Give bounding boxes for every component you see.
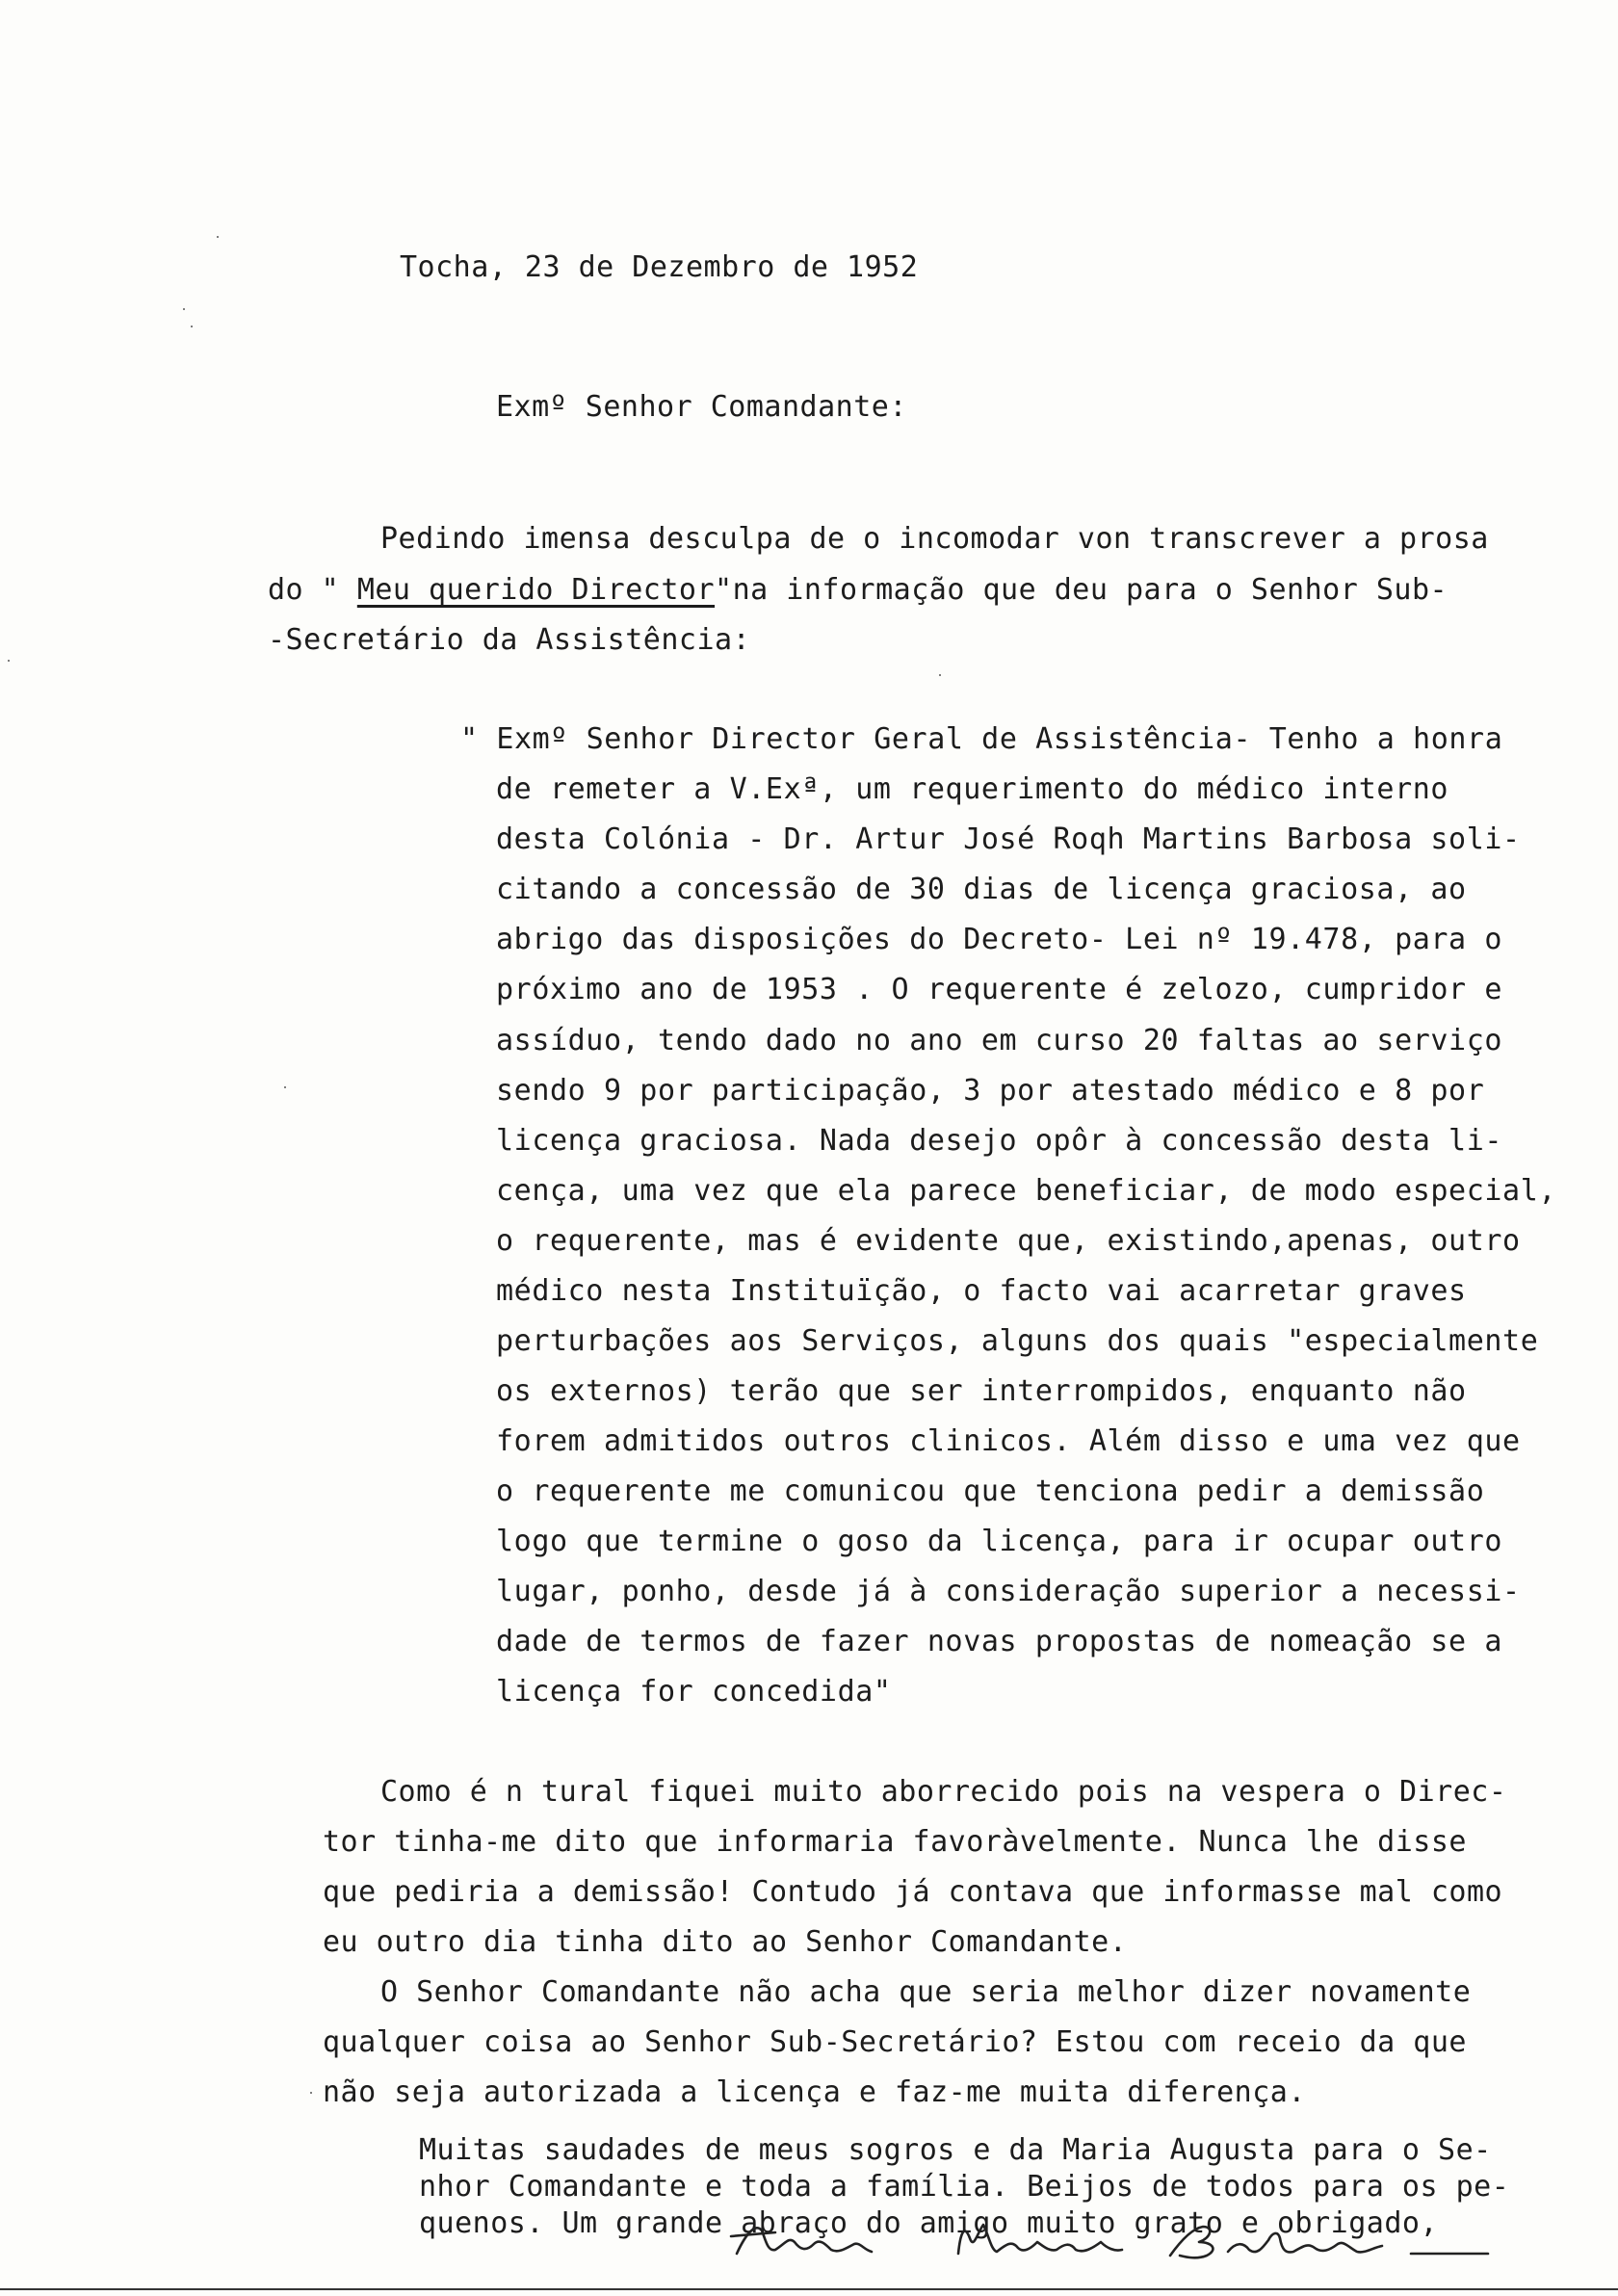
body-line: O Senhor Comandante não acha que seria melhor dizer novamente (380, 1975, 1472, 2009)
scan-speck (217, 236, 219, 238)
closing-line: Muitas saudades de meus sogros e da Maria Augusta para o Se- (419, 2133, 1492, 2167)
body-line: qualquer coisa ao Senhor Sub-Secretário? Estou com receio da que (323, 2025, 1467, 2059)
quote-line: o requerente me comunicou que tenciona pedir a demissão (496, 1474, 1485, 1508)
scan-speck (183, 308, 185, 310)
quote-line: sendo 9 por participação, 3 por atestado médico e 8 por (496, 1074, 1485, 1108)
intro-text: do " (268, 573, 357, 607)
body-line: que pediria a demissão! Contudo já contava que informasse mal como (323, 1875, 1503, 1909)
quote-line: próximo ano de 1953 . O requerente é zelozo, cumpridor e (496, 973, 1503, 1006)
quote-line: assíduo, tendo dado no ano em curso 20 faltas ao serviço (496, 1024, 1503, 1057)
quote-line: forem admitidos outros clinicos. Além disso e uma vez que (496, 1424, 1521, 1458)
body-line: eu outro dia tinha dito ao Senhor Comandante. (323, 1925, 1128, 1959)
quote-line: de remeter a V.Exª, um requerimento do médico interno (496, 772, 1449, 806)
scan-speck (8, 660, 10, 662)
body-line: não seja autorizada a licença e faz-me muita diferença. (323, 2075, 1306, 2109)
date-line: Tocha, 23 de Dezembro de 1952 (400, 250, 919, 284)
closing-line: quenos. Um grande abraço do amigo muito grato e obrigado, (419, 2206, 1439, 2240)
underlined-title: Meu querido Director (356, 573, 716, 607)
quote-line: desta Colónia - Dr. Artur José Roqh Martins Barbosa soli- (496, 822, 1521, 856)
body-line: tor tinha-me dito que informaria favoràvelmente. Nunca lhe disse (323, 1825, 1467, 1859)
quote-line: " Exmº Senhor Director Geral de Assistência- Tenho a honra (460, 722, 1503, 756)
intro-line: Pedindo imensa desculpa de o incomodar von transcrever a prosa (380, 522, 1489, 556)
handwritten-signature (718, 2194, 1546, 2271)
quote-line: dade de termos de fazer novas propostas de nomeação se a (496, 1625, 1503, 1658)
quote-line: citando a concessão de 30 dias de licença graciosa, ao (496, 873, 1467, 906)
scan-speck (191, 326, 193, 327)
quote-line: abrigo das disposições do Decreto- Lei nº 19.478, para o (496, 923, 1503, 956)
body-line: Como é n tural fiquei muito aborrecido pois na vespera o Direc- (380, 1775, 1507, 1809)
intro-text: "na informação que deu para o Senhor Sub- (715, 573, 1448, 607)
quote-line: perturbações aos Serviços, alguns dos quais "especialmente (496, 1324, 1539, 1358)
closing-line: nhor Comandante e toda a família. Beijos de todos para os pe- (419, 2170, 1510, 2204)
quote-line: licença graciosa. Nada desejo opôr à concessão desta li- (496, 1124, 1503, 1158)
salutation: Exmº Senhor Comandante: (496, 390, 907, 424)
quote-line: logo que termine o goso da licença, para ir ocupar outro (496, 1525, 1503, 1558)
page-edge-line (0, 2288, 1618, 2290)
scan-speck (939, 674, 941, 676)
intro-line (268, 573, 1448, 607)
quote-line: o requerente, mas é evidente que, existindo,apenas, outro (496, 1224, 1521, 1258)
quote-line: os externos) terão que ser interrompidos, enquanto não (496, 1374, 1467, 1408)
quote-line: médico nesta Instituïção, o facto vai acarretar graves (496, 1274, 1467, 1308)
quote-line: licença for concedida" (496, 1675, 892, 1709)
scan-speck (310, 2092, 312, 2094)
quote-line: lugar, ponho, desde já à consideração superior a necessi- (496, 1575, 1521, 1608)
intro-line: -Secretário da Assistência: (268, 623, 751, 657)
quote-line: cença, uma vez que ela parece beneficiar, de modo especial, (496, 1174, 1557, 1208)
scan-speck (284, 1086, 286, 1088)
